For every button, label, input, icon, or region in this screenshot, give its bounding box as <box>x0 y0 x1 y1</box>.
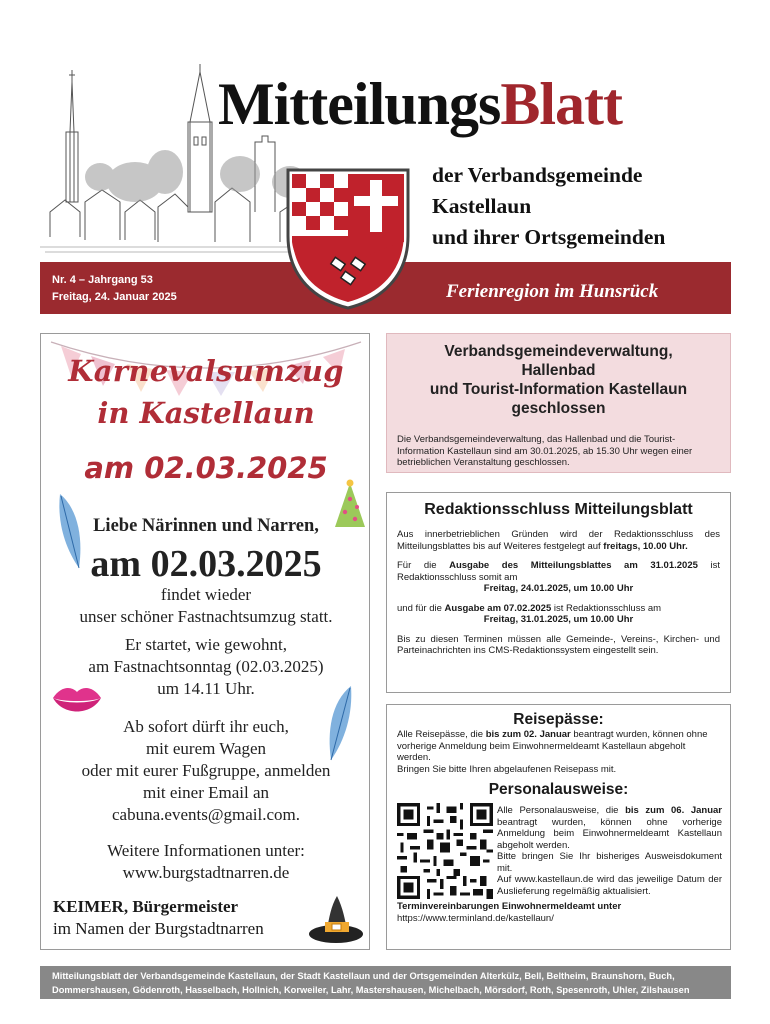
text-line: unser schöner Fastnachtsumzug statt. <box>79 607 333 626</box>
issue-number: Nr. 4 – Jahrgang 53 <box>52 274 153 286</box>
carnival-paragraph-1 <box>41 584 370 628</box>
masthead-title-part1: Mitteilungs <box>218 71 501 137</box>
email-link[interactable]: cabuna.events@gmail.com. <box>112 805 300 824</box>
carnival-title-line1: Karnevalsumzug <box>68 354 344 388</box>
masthead-title <box>218 71 622 137</box>
text-span: Alle Personalausweise, die <box>497 805 626 816</box>
bold-span: freitags, 10.00 Uhr. <box>603 540 688 552</box>
deadline-paragraph-4: Bis zu diesen Terminen müssen alle Gemeinde-, Vereins-, Kirchen- und Parteinachrichten ins CMS-Redaktionssystem eingestellt sein. <box>397 633 720 656</box>
id-cards-text-3: Auf www.kastellaun.de wird das jeweilige Datum der Auslieferung regelmäßig aktualisiert. <box>497 874 722 897</box>
appointments-label: Terminvereinbarungen Einwohnermeldeamt unter <box>397 901 622 912</box>
footer-line: Dommershausen, Gödenroth, Hasselbach, Hollnich, Korweiler, Lahr, Mastershausen, Michelbach, Mörsdorf, Roth, Spesenroth, Uhler, Zilshausen <box>52 984 690 995</box>
carnival-greeting: Liebe Närinnen und Narren, <box>93 516 319 536</box>
text-line: Weitere Informationen unter: <box>107 841 305 860</box>
footer-line: Mitteilungsblatt der Verbandsgemeinde Kastellaun, der Stadt Kastellaun und der Ortsgemeinden Alterkülz, Bell, Beltheim, Braunshorn, Buch, <box>52 970 675 981</box>
deadline-notice <box>386 492 731 693</box>
text-line: Er startet, wie gewohnt, <box>125 635 287 654</box>
carnival-title-line2: in Kastellaun <box>97 396 315 430</box>
carnival-big-date: am 02.03.2025 <box>90 543 322 585</box>
passports-text <box>397 729 720 764</box>
slogan: Ferienregion im Hunsrück <box>446 281 659 302</box>
id-cards-text <box>497 805 722 897</box>
masthead-title-part2: Blatt <box>500 71 622 137</box>
deadline-date-2: Freitag, 31.01.2025, um 10.00 Uhr <box>483 614 634 625</box>
closure-notice <box>386 333 731 473</box>
subtitle-line: der Verbandsgemeinde <box>432 163 643 187</box>
carnival-paragraph-4 <box>41 840 370 884</box>
id-cards-text-2: Bitte bringen Sie Ihr bisheriges Ausweisdokument mit. <box>497 851 722 874</box>
id-cards-title: Personalausweise: <box>488 781 629 798</box>
footer-bar <box>40 966 731 999</box>
text-line: Ab sofort dürft ihr euch, <box>123 717 289 736</box>
deadline-paragraph-2 <box>397 560 720 583</box>
signature-name: KEIMER, Bürgermeister <box>53 897 239 916</box>
title-line: geschlossen <box>511 400 606 417</box>
appointments <box>397 901 722 924</box>
bold-span: Ausgabe am 07.02.2025 <box>444 602 552 614</box>
carnival-announcement <box>40 333 370 950</box>
text-span: Aus innerbetrieblichen Gründen wird der Redaktionsschluss des Mitteilungsblattes bis auf Weiteres festgelegt auf <box>397 529 720 552</box>
bold-span: Ausgabe des Mitteilungsblattes am 31.01.2025 <box>449 560 698 571</box>
text-span: ist Redaktionsschluss am <box>551 602 662 614</box>
title-line: Verbandsgemeindeverwaltung, <box>444 343 673 360</box>
signature-role: im Namen der Burgstadtnarren <box>53 919 264 938</box>
id-cards-text-1 <box>497 805 722 851</box>
closure-title <box>387 342 730 418</box>
text-line: oder mit eurer Fußgruppe, anmelden <box>81 761 331 780</box>
website-link[interactable]: www.burgstadtnarren.de <box>122 863 290 882</box>
passport-notice <box>386 704 731 950</box>
deadline-paragraph-1 <box>397 529 720 552</box>
text-span: und für die <box>397 602 445 614</box>
text-span: ist Redaktionsschluss somit am <box>397 560 720 583</box>
passports-text-2: Bringen Sie bitte Ihren abgelaufenen Reisepass mit. <box>397 763 617 775</box>
text-line: findet wieder <box>160 585 252 604</box>
carnival-paragraph-3 <box>41 716 370 826</box>
text-line: am Fastnachtsonntag (02.03.2025) <box>88 657 324 676</box>
text-line: um 14.11 Uhr. <box>157 679 255 698</box>
bold-span: bis zum 06. Januar <box>625 805 722 816</box>
text-span: beantragt wurden, können ohne vorherige Anmeldung beim Einwohnermeldeamt Kastellaun abgeholt werden. <box>397 729 708 763</box>
text-span: beantragt wurden, können ohne vorherige Anmeldung beim Einwohnermeldeamt Kastellaun abgeholt werden. <box>497 816 722 851</box>
appointments-link[interactable]: https://www.terminland.de/kastellaun/ <box>397 912 554 924</box>
text-line: mit einer Email an <box>142 783 270 802</box>
issue-info <box>52 272 177 306</box>
title-line: und Tourist-Information Kastellaun <box>429 381 688 398</box>
deadline-date-1: Freitag, 24.01.2025, um 10.00 Uhr <box>483 583 634 594</box>
witch-hat-icon <box>307 892 365 946</box>
title-line: Hallenbad <box>521 362 596 379</box>
bold-span: bis zum 02. Januar <box>485 729 571 740</box>
issue-date: Freitag, 24. Januar 2025 <box>52 291 177 303</box>
closure-body: Die Verbandsgemeindeverwaltung, das Hallenbad und die Tourist-Information Kastellaun sind am 30.01.2025, ab 15.30 Uhr wegen einer betrieblichen Veranstaltung geschlossen. <box>397 434 693 468</box>
text-span: Für die <box>397 560 450 571</box>
coat-of-arms-icon <box>284 166 412 312</box>
masthead-subtitle <box>432 160 665 253</box>
subtitle-line: Kastellaun <box>432 194 532 218</box>
subtitle-line: und ihrer Ortsgemeinden <box>432 225 666 249</box>
lips-icon <box>51 682 103 718</box>
deadline-paragraph-3 <box>397 603 720 615</box>
qr-code-icon[interactable] <box>397 803 493 899</box>
deadline-title: Redaktionsschluss Mitteilungsblatt <box>424 501 693 518</box>
passports-title: Reisepässe: <box>513 711 604 728</box>
carnival-title-date: am 02.03.2025 <box>84 451 328 485</box>
text-span: Alle Reisepässe, die <box>397 729 486 740</box>
text-line: mit eurem Wagen <box>145 739 267 758</box>
